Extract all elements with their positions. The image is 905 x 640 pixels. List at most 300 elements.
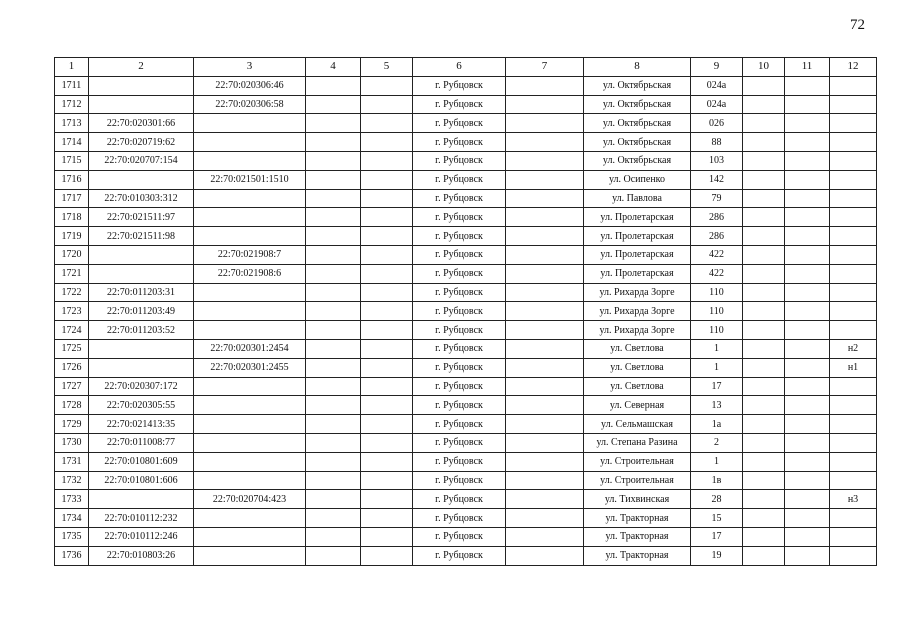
table-cell: ул. Октябрьская: [584, 133, 691, 152]
table-cell: [743, 264, 785, 283]
table-cell: [361, 509, 413, 528]
table-cell: 1716: [55, 170, 89, 189]
table-cell: г. Рубцовск: [413, 471, 506, 490]
table-cell: г. Рубцовск: [413, 452, 506, 471]
table-cell: ул. Пролетарская: [584, 227, 691, 246]
table-cell: 1719: [55, 227, 89, 246]
table-cell: г. Рубцовск: [413, 377, 506, 396]
table-cell: [743, 471, 785, 490]
table-cell: 22:70:011008:77: [89, 433, 194, 452]
table-cell: [194, 208, 306, 227]
table-cell: ул. Пролетарская: [584, 264, 691, 283]
table-cell: [830, 76, 877, 95]
table-cell: [306, 151, 361, 170]
table-cell: г. Рубцовск: [413, 189, 506, 208]
table-cell: [361, 283, 413, 302]
table-cell: [830, 433, 877, 452]
table-cell: [361, 527, 413, 546]
table-cell: [194, 302, 306, 321]
table-cell: 1734: [55, 509, 89, 528]
table-cell: г. Рубцовск: [413, 95, 506, 114]
table-cell: 1725: [55, 339, 89, 358]
table-row: [55, 358, 877, 377]
table-cell: ул. Сельмашская: [584, 415, 691, 434]
table-cell: [194, 509, 306, 528]
table-cell: 19: [691, 546, 743, 565]
table-cell: [743, 227, 785, 246]
column-header-6: 6: [413, 58, 506, 77]
table-cell: [830, 264, 877, 283]
table-cell: 1: [691, 452, 743, 471]
table-cell: [743, 245, 785, 264]
table-cell: 79: [691, 189, 743, 208]
table-cell: ул. Рихарда Зорге: [584, 283, 691, 302]
table-cell: [506, 133, 584, 152]
table-cell: [194, 527, 306, 546]
table-row: [55, 227, 877, 246]
table-cell: г. Рубцовск: [413, 321, 506, 340]
table-cell: [306, 358, 361, 377]
table-cell: [306, 509, 361, 528]
table-cell: 1: [691, 358, 743, 377]
table-cell: 142: [691, 170, 743, 189]
table-cell: [785, 245, 830, 264]
table-row: [55, 527, 877, 546]
column-header-2: 2: [89, 58, 194, 77]
table-cell: 22:70:020306:46: [194, 76, 306, 95]
table-cell: 22:70:021413:35: [89, 415, 194, 434]
table-cell: [506, 527, 584, 546]
table-cell: [785, 302, 830, 321]
table-row: [55, 133, 877, 152]
table-cell: 1724: [55, 321, 89, 340]
table-row: [55, 339, 877, 358]
table-cell: [306, 76, 361, 95]
table-cell: [830, 208, 877, 227]
table-cell: [361, 433, 413, 452]
table-cell: [506, 358, 584, 377]
table-cell: 22:70:021908:7: [194, 245, 306, 264]
table-cell: [306, 227, 361, 246]
table-cell: [785, 264, 830, 283]
column-header-1: 1: [55, 58, 89, 77]
table-cell: г. Рубцовск: [413, 114, 506, 133]
table-cell: [785, 527, 830, 546]
table-cell: [306, 133, 361, 152]
table-cell: [743, 133, 785, 152]
table-cell: [785, 509, 830, 528]
table-row: [55, 433, 877, 452]
table-cell: [830, 283, 877, 302]
table-cell: г. Рубцовск: [413, 227, 506, 246]
table-cell: н3: [830, 490, 877, 509]
table-cell: [785, 471, 830, 490]
table-cell: [743, 339, 785, 358]
table-row: [55, 415, 877, 434]
table-cell: 1714: [55, 133, 89, 152]
table-cell: 110: [691, 302, 743, 321]
table-cell: ул. Октябрьская: [584, 151, 691, 170]
table-cell: ул. Светлова: [584, 358, 691, 377]
table-cell: [361, 471, 413, 490]
table-cell: [506, 471, 584, 490]
table-cell: 28: [691, 490, 743, 509]
table-cell: 17: [691, 377, 743, 396]
table-cell: [830, 114, 877, 133]
table-cell: [506, 452, 584, 471]
table-cell: [506, 546, 584, 565]
table-cell: [506, 509, 584, 528]
table-cell: 22:70:020707:154: [89, 151, 194, 170]
table-cell: ул. Светлова: [584, 339, 691, 358]
table-cell: [361, 151, 413, 170]
table-row: [55, 377, 877, 396]
table-cell: [743, 490, 785, 509]
table-cell: [506, 396, 584, 415]
table-cell: [194, 189, 306, 208]
page-number: 72: [850, 17, 865, 33]
table-cell: [785, 452, 830, 471]
table-cell: [743, 114, 785, 133]
table-row: [55, 245, 877, 264]
table-cell: [361, 452, 413, 471]
table-row: [55, 546, 877, 565]
table-cell: 110: [691, 321, 743, 340]
table-cell: 1717: [55, 189, 89, 208]
table-cell: 1720: [55, 245, 89, 264]
table-cell: 1в: [691, 471, 743, 490]
table-cell: 22:70:020704:423: [194, 490, 306, 509]
table-cell: [361, 208, 413, 227]
table-cell: [306, 433, 361, 452]
table-cell: [785, 339, 830, 358]
table-cell: ул. Октябрьская: [584, 95, 691, 114]
register-table: [54, 57, 877, 566]
table-row: [55, 95, 877, 114]
table-cell: 22:70:020301:66: [89, 114, 194, 133]
table-cell: ул. Степана Разина: [584, 433, 691, 452]
table-cell: [506, 189, 584, 208]
table-cell: [506, 302, 584, 321]
table-cell: ул. Пролетарская: [584, 245, 691, 264]
table-cell: 22:70:020306:58: [194, 95, 306, 114]
table-cell: 22:70:020307:172: [89, 377, 194, 396]
table-cell: [506, 415, 584, 434]
table-cell: [361, 245, 413, 264]
table-cell: [306, 415, 361, 434]
column-header-7: 7: [506, 58, 584, 77]
table-cell: 1733: [55, 490, 89, 509]
table-cell: ул. Осипенко: [584, 170, 691, 189]
table-cell: [830, 321, 877, 340]
table-cell: [194, 415, 306, 434]
table-cell: 22:70:010801:609: [89, 452, 194, 471]
table-cell: [89, 264, 194, 283]
table-cell: 1а: [691, 415, 743, 434]
table-cell: [506, 433, 584, 452]
table-cell: 422: [691, 264, 743, 283]
table-row: [55, 264, 877, 283]
table-cell: [194, 452, 306, 471]
table-cell: [830, 151, 877, 170]
table-cell: [785, 95, 830, 114]
table-cell: [743, 452, 785, 471]
table-row: [55, 151, 877, 170]
table-cell: [743, 396, 785, 415]
table-cell: [785, 358, 830, 377]
table-cell: 1713: [55, 114, 89, 133]
table-cell: 88: [691, 133, 743, 152]
table-cell: 22:70:020305:55: [89, 396, 194, 415]
table-cell: 286: [691, 227, 743, 246]
table-cell: [194, 114, 306, 133]
table-cell: ул. Тракторная: [584, 509, 691, 528]
table-cell: [830, 170, 877, 189]
table-cell: [361, 321, 413, 340]
table-row: [55, 509, 877, 528]
table-cell: [830, 302, 877, 321]
table-cell: [306, 95, 361, 114]
table-cell: [361, 114, 413, 133]
table-cell: [89, 245, 194, 264]
table-cell: [306, 208, 361, 227]
table-cell: [361, 170, 413, 189]
table-body: [55, 76, 877, 565]
table-cell: [361, 302, 413, 321]
table-cell: [194, 227, 306, 246]
table-cell: г. Рубцовск: [413, 283, 506, 302]
table-cell: 286: [691, 208, 743, 227]
table-cell: [361, 546, 413, 565]
table-cell: [361, 339, 413, 358]
table-cell: [361, 133, 413, 152]
table-cell: г. Рубцовск: [413, 208, 506, 227]
table-cell: ул. Рихарда Зорге: [584, 302, 691, 321]
table-cell: [785, 208, 830, 227]
table-cell: [194, 377, 306, 396]
table-row: [55, 208, 877, 227]
table-row: [55, 170, 877, 189]
table-cell: г. Рубцовск: [413, 490, 506, 509]
column-header-12: 12: [830, 58, 877, 77]
table-cell: 1715: [55, 151, 89, 170]
table-row: [55, 283, 877, 302]
table-cell: [361, 358, 413, 377]
table-cell: ул. Светлова: [584, 377, 691, 396]
table-cell: ул. Октябрьская: [584, 76, 691, 95]
column-header-10: 10: [743, 58, 785, 77]
table-cell: [506, 170, 584, 189]
table-row: [55, 189, 877, 208]
column-header-11: 11: [785, 58, 830, 77]
table-cell: [194, 471, 306, 490]
table-cell: [830, 509, 877, 528]
table-cell: [194, 151, 306, 170]
table-cell: г. Рубцовск: [413, 433, 506, 452]
table-cell: [306, 283, 361, 302]
table-cell: 1: [691, 339, 743, 358]
table-cell: [785, 133, 830, 152]
table-cell: [743, 321, 785, 340]
table-cell: 22:70:020301:2455: [194, 358, 306, 377]
table-cell: ул. Павлова: [584, 189, 691, 208]
header-row: [55, 58, 877, 77]
table-cell: [506, 227, 584, 246]
table-cell: 22:70:010803:26: [89, 546, 194, 565]
table-cell: [830, 396, 877, 415]
table-cell: [743, 208, 785, 227]
table-cell: [194, 433, 306, 452]
table-cell: 15: [691, 509, 743, 528]
table-cell: [743, 509, 785, 528]
table-cell: г. Рубцовск: [413, 358, 506, 377]
table-cell: [306, 170, 361, 189]
table-cell: [306, 245, 361, 264]
table-cell: 1712: [55, 95, 89, 114]
table-cell: [830, 415, 877, 434]
table-cell: 22:70:010112:246: [89, 527, 194, 546]
table-cell: 026: [691, 114, 743, 133]
table-cell: [306, 321, 361, 340]
table-cell: ул. Тракторная: [584, 527, 691, 546]
table-cell: [194, 283, 306, 302]
table-cell: [785, 227, 830, 246]
table-cell: [89, 490, 194, 509]
table-cell: [785, 189, 830, 208]
table-cell: [743, 358, 785, 377]
table-cell: н2: [830, 339, 877, 358]
table-cell: 1736: [55, 546, 89, 565]
table-cell: 22:70:010303:312: [89, 189, 194, 208]
table-cell: [306, 264, 361, 283]
table-cell: [743, 76, 785, 95]
table-cell: [785, 377, 830, 396]
table-cell: 22:70:011203:31: [89, 283, 194, 302]
table-cell: ул. Северная: [584, 396, 691, 415]
table-cell: [306, 452, 361, 471]
table-cell: 1729: [55, 415, 89, 434]
table-row: [55, 321, 877, 340]
table-cell: [830, 452, 877, 471]
table-cell: [306, 527, 361, 546]
table-cell: г. Рубцовск: [413, 546, 506, 565]
table-cell: [306, 471, 361, 490]
table-cell: 1721: [55, 264, 89, 283]
table-cell: [743, 377, 785, 396]
table-cell: 1735: [55, 527, 89, 546]
table-cell: ул. Строительная: [584, 471, 691, 490]
table-cell: [743, 151, 785, 170]
table-cell: [506, 283, 584, 302]
table-cell: 22:70:021511:97: [89, 208, 194, 227]
table-cell: [361, 490, 413, 509]
table-cell: [785, 170, 830, 189]
table-cell: [361, 227, 413, 246]
table-cell: [785, 151, 830, 170]
table-cell: [506, 321, 584, 340]
table-row: [55, 302, 877, 321]
table-cell: [506, 377, 584, 396]
table-cell: 1732: [55, 471, 89, 490]
table-cell: ул. Строительная: [584, 452, 691, 471]
table-cell: [785, 433, 830, 452]
table-cell: 024а: [691, 76, 743, 95]
table-cell: 1723: [55, 302, 89, 321]
table-cell: [743, 189, 785, 208]
table-cell: [194, 546, 306, 565]
table-cell: 1727: [55, 377, 89, 396]
table-cell: [743, 283, 785, 302]
table-cell: 1726: [55, 358, 89, 377]
table-cell: [306, 546, 361, 565]
table-cell: [785, 321, 830, 340]
table-cell: 103: [691, 151, 743, 170]
table-cell: [830, 471, 877, 490]
table-cell: [785, 76, 830, 95]
table-cell: г. Рубцовск: [413, 509, 506, 528]
table-cell: [506, 208, 584, 227]
table-cell: г. Рубцовск: [413, 76, 506, 95]
table-cell: [830, 245, 877, 264]
table-cell: [306, 377, 361, 396]
table-cell: 22:70:021501:1510: [194, 170, 306, 189]
table-row: [55, 471, 877, 490]
table-cell: 22:70:020301:2454: [194, 339, 306, 358]
table-cell: г. Рубцовск: [413, 133, 506, 152]
table-cell: [361, 95, 413, 114]
table-cell: [785, 114, 830, 133]
table-cell: [830, 527, 877, 546]
table-cell: [361, 377, 413, 396]
table-cell: ул. Рихарда Зорге: [584, 321, 691, 340]
table-cell: 22:70:010112:232: [89, 509, 194, 528]
table-cell: [506, 76, 584, 95]
table-cell: [785, 396, 830, 415]
table-cell: [506, 95, 584, 114]
column-header-8: 8: [584, 58, 691, 77]
table-cell: [89, 170, 194, 189]
table-cell: 1730: [55, 433, 89, 452]
table-cell: [785, 415, 830, 434]
column-header-4: 4: [306, 58, 361, 77]
table-row: [55, 452, 877, 471]
table-cell: [361, 189, 413, 208]
table-cell: 1722: [55, 283, 89, 302]
table-cell: [830, 227, 877, 246]
table-cell: [743, 433, 785, 452]
column-header-3: 3: [194, 58, 306, 77]
table-row: [55, 76, 877, 95]
table-cell: [361, 415, 413, 434]
table-cell: [785, 546, 830, 565]
table-cell: [194, 133, 306, 152]
table-cell: [306, 490, 361, 509]
table-cell: 1718: [55, 208, 89, 227]
table-cell: г. Рубцовск: [413, 170, 506, 189]
table-cell: 22:70:020719:62: [89, 133, 194, 152]
table-cell: [361, 264, 413, 283]
table-cell: [743, 170, 785, 189]
table-cell: [743, 415, 785, 434]
table-cell: 13: [691, 396, 743, 415]
table-cell: г. Рубцовск: [413, 396, 506, 415]
table-cell: 1728: [55, 396, 89, 415]
table-cell: [506, 339, 584, 358]
table-cell: 1731: [55, 452, 89, 471]
table-cell: [743, 527, 785, 546]
table-cell: ул. Тихвинская: [584, 490, 691, 509]
table-cell: [361, 76, 413, 95]
